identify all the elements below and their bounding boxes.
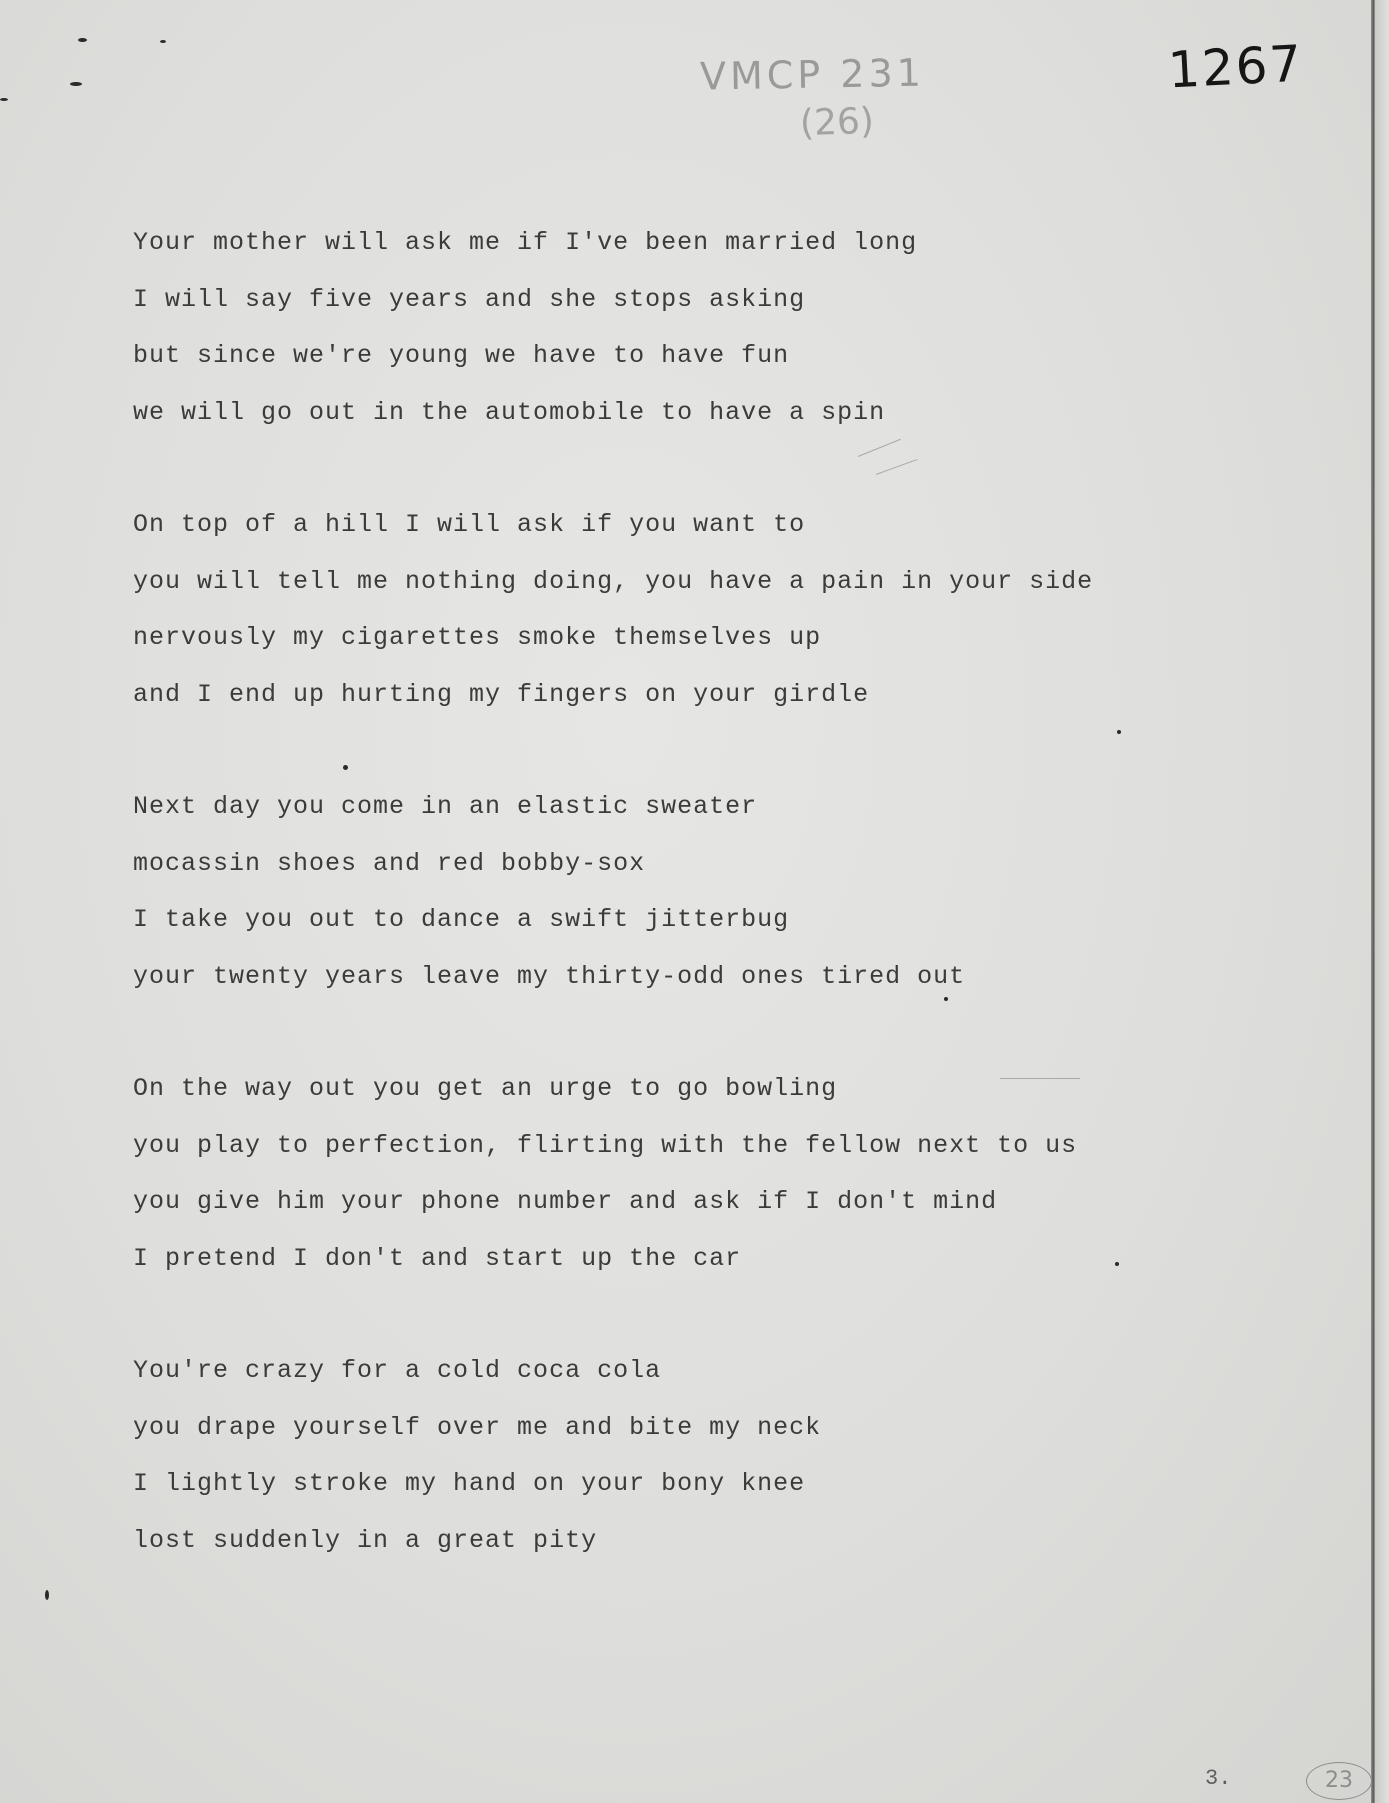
poem-line: you play to perfection, flirting with the fellow next to us xyxy=(133,1130,1078,1160)
poem-line: you drape yourself over me and bite my neck xyxy=(133,1412,822,1442)
page-number: 3. xyxy=(1205,1766,1232,1791)
poem-line: mocassin shoes and red bobby-sox xyxy=(133,848,646,878)
poem-line: your twenty years leave my thirty-odd ones tired out xyxy=(133,961,966,991)
stanza xyxy=(133,1074,1193,1300)
paper-speck xyxy=(343,765,348,770)
stanza xyxy=(133,510,1193,736)
poem-line: but since we're young we have to have fun xyxy=(133,341,790,370)
paper-speck xyxy=(944,997,948,1001)
poem-line: I will say five years and she stops asking xyxy=(133,284,806,314)
stanza xyxy=(133,1356,1193,1582)
folio-number: 1267 xyxy=(1166,34,1305,100)
poem-line: On the way out you get an urge to go bowling xyxy=(133,1074,838,1103)
poem-line: lost suddenly in a great pity xyxy=(133,1525,598,1555)
archive-call-number: VMCP 231 xyxy=(699,50,926,99)
paper-speck xyxy=(45,1590,49,1600)
paper-speck xyxy=(160,40,166,43)
poem-line: Your mother will ask me if I've been married long xyxy=(133,228,918,257)
paper-speck xyxy=(70,82,82,86)
poem-line: On top of a hill I will ask if you want to xyxy=(133,510,806,539)
stanza xyxy=(133,792,1193,1018)
circled-page-number: 23 xyxy=(1306,1762,1372,1800)
poem-line: we will go out in the automobile to have a spin xyxy=(133,397,886,427)
paper-speck xyxy=(78,38,87,42)
poem-line: Next day you come in an elastic sweater xyxy=(133,792,758,821)
stanza xyxy=(133,228,1193,454)
paper-speck xyxy=(0,98,8,101)
poem-line: I pretend I don't and start up the car xyxy=(133,1243,742,1273)
poem-line: you give him your phone number and ask if I don't mind xyxy=(133,1187,998,1216)
paper-scratch xyxy=(1000,1078,1080,1079)
poem-body xyxy=(133,228,1193,1638)
poem-line: I lightly stroke my hand on your bony knee xyxy=(133,1469,806,1498)
poem-line: nervously my cigarettes smoke themselves up xyxy=(133,623,822,652)
poem-line: you will tell me nothing doing, you have a pain in your side xyxy=(133,566,1094,596)
page-edge-line xyxy=(1371,0,1375,1803)
poem-line: and I end up hurting my fingers on your girdle xyxy=(133,679,870,709)
page-edge-shadow xyxy=(1375,0,1389,1803)
poem-line: You're crazy for a cold coca cola xyxy=(133,1356,662,1385)
paper-speck xyxy=(1115,1262,1119,1266)
poem-line: I take you out to dance a swift jitterbug xyxy=(133,905,790,934)
archive-item-number: (26) xyxy=(799,100,875,145)
paper-speck xyxy=(1117,730,1121,734)
